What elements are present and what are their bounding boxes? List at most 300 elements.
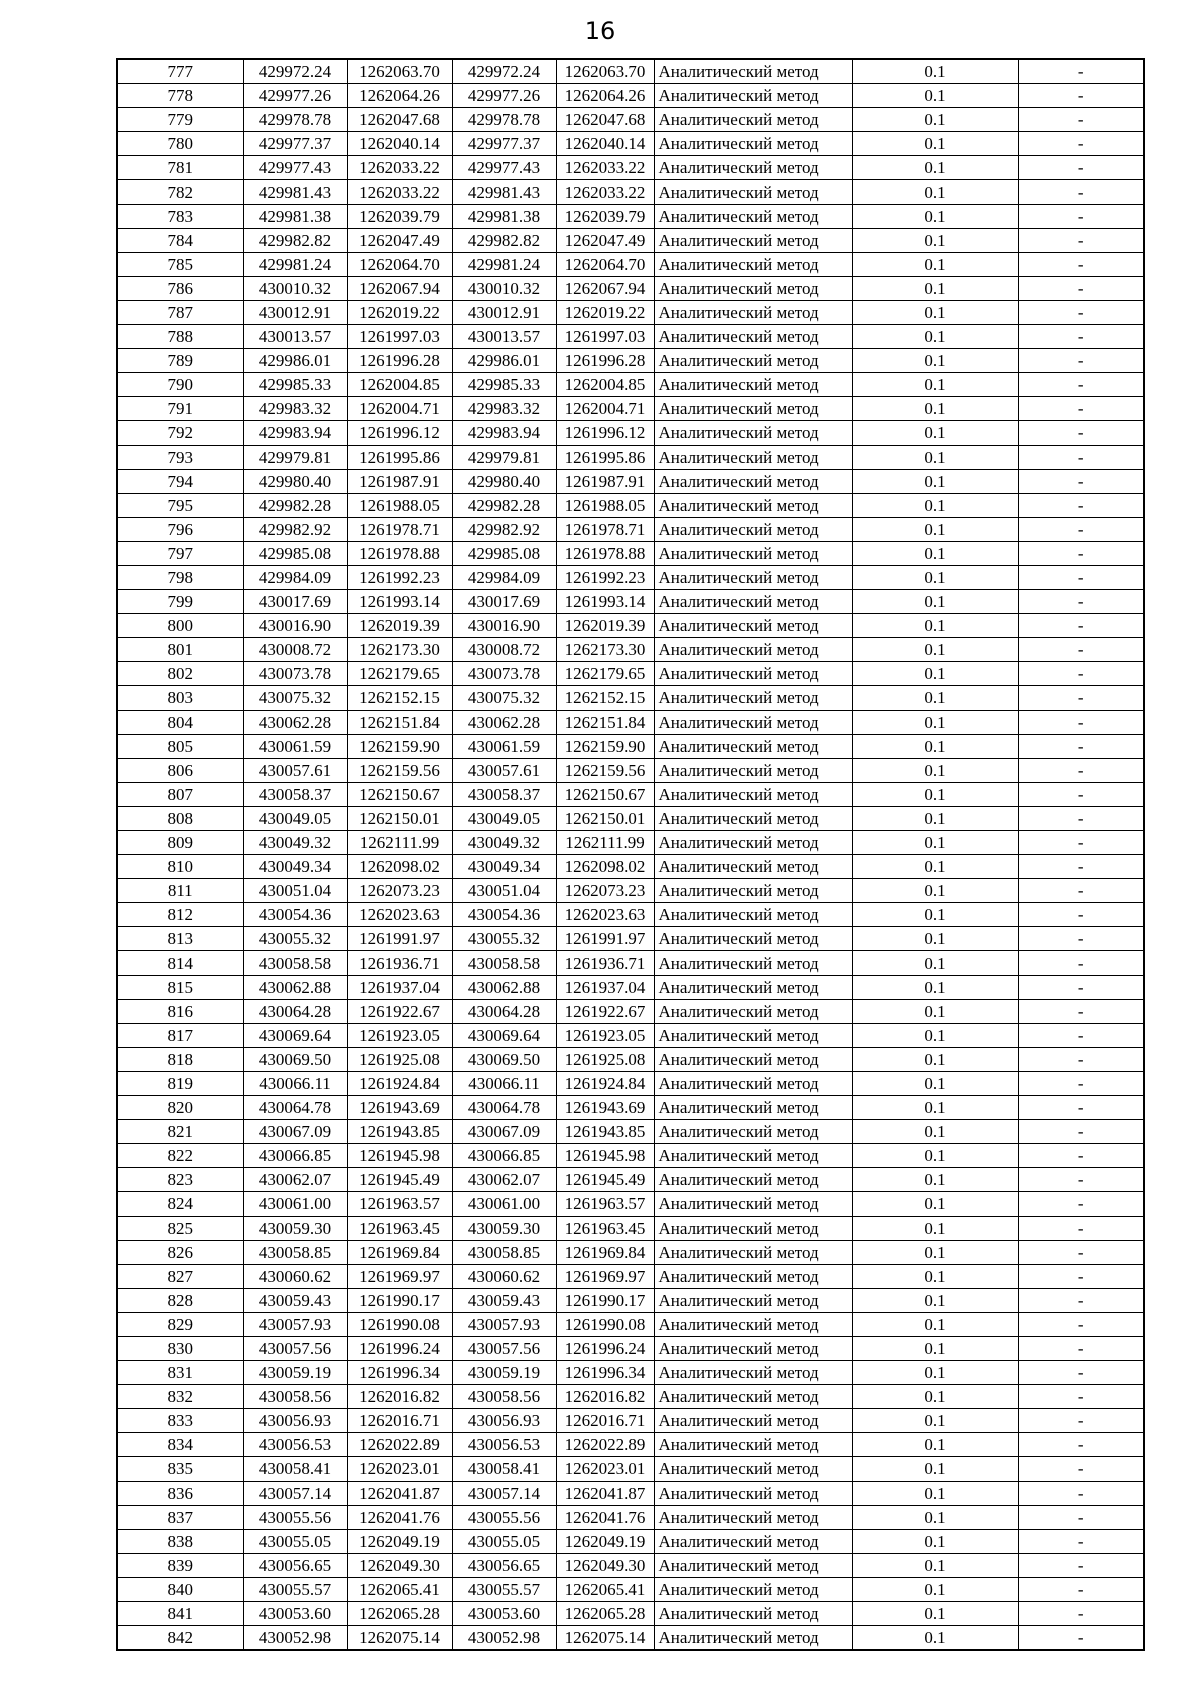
y-new-cell: 1262019.39 [556, 614, 654, 638]
y-existing-cell: 1262047.49 [347, 228, 452, 252]
x-new-cell: 430061.00 [452, 1192, 556, 1216]
y-existing-cell: 1262041.87 [347, 1481, 452, 1505]
x-existing-cell: 429983.94 [243, 421, 347, 445]
y-new-cell: 1261996.24 [556, 1336, 654, 1360]
method-cell: Аналитический метод [654, 1553, 852, 1577]
y-new-cell: 1262098.02 [556, 855, 654, 879]
y-new-cell: 1262022.89 [556, 1433, 654, 1457]
x-new-cell: 430012.91 [452, 300, 556, 324]
y-existing-cell: 1262179.65 [347, 662, 452, 686]
method-cell: Аналитический метод [654, 1071, 852, 1095]
y-existing-cell: 1261937.04 [347, 975, 452, 999]
point-number-cell: 801 [117, 638, 243, 662]
y-new-cell: 1261993.14 [556, 590, 654, 614]
point-number-cell: 811 [117, 879, 243, 903]
y-existing-cell: 1262073.23 [347, 879, 452, 903]
y-existing-cell: 1261991.97 [347, 927, 452, 951]
point-number-cell: 777 [117, 59, 243, 84]
extra-cell: - [1018, 638, 1144, 662]
point-number-cell: 791 [117, 397, 243, 421]
x-new-cell: 430059.43 [452, 1288, 556, 1312]
extra-cell: - [1018, 1457, 1144, 1481]
x-new-cell: 430061.59 [452, 734, 556, 758]
extra-cell: - [1018, 1336, 1144, 1360]
accuracy-cell: 0.1 [852, 445, 1018, 469]
table-row [117, 1602, 1144, 1626]
extra-cell: - [1018, 1553, 1144, 1577]
method-cell: Аналитический метод [654, 132, 852, 156]
method-cell: Аналитический метод [654, 1023, 852, 1047]
y-new-cell: 1262111.99 [556, 831, 654, 855]
accuracy-cell: 0.1 [852, 252, 1018, 276]
y-existing-cell: 1261996.34 [347, 1361, 452, 1385]
table-row [117, 349, 1144, 373]
accuracy-cell: 0.1 [852, 1312, 1018, 1336]
accuracy-cell: 0.1 [852, 1240, 1018, 1264]
y-existing-cell: 1261963.57 [347, 1192, 452, 1216]
y-new-cell: 1262040.14 [556, 132, 654, 156]
method-cell: Аналитический метод [654, 1240, 852, 1264]
method-cell: Аналитический метод [654, 1529, 852, 1553]
x-existing-cell: 430016.90 [243, 614, 347, 638]
point-number-cell: 820 [117, 1096, 243, 1120]
table-row [117, 541, 1144, 565]
point-number-cell: 787 [117, 300, 243, 324]
point-number-cell: 812 [117, 903, 243, 927]
method-cell: Аналитический метод [654, 1312, 852, 1336]
table-row [117, 325, 1144, 349]
accuracy-cell: 0.1 [852, 1096, 1018, 1120]
x-new-cell: 430060.62 [452, 1264, 556, 1288]
point-number-cell: 824 [117, 1192, 243, 1216]
method-cell: Аналитический метод [654, 975, 852, 999]
x-existing-cell: 429985.08 [243, 541, 347, 565]
x-existing-cell: 430058.58 [243, 951, 347, 975]
x-new-cell: 429983.94 [452, 421, 556, 445]
table-row [117, 132, 1144, 156]
y-new-cell: 1261922.67 [556, 999, 654, 1023]
method-cell: Аналитический метод [654, 1336, 852, 1360]
x-existing-cell: 430049.05 [243, 806, 347, 830]
y-existing-cell: 1261943.69 [347, 1096, 452, 1120]
y-new-cell: 1262016.71 [556, 1409, 654, 1433]
accuracy-cell: 0.1 [852, 1264, 1018, 1288]
x-existing-cell: 430064.78 [243, 1096, 347, 1120]
y-new-cell: 1261969.97 [556, 1264, 654, 1288]
accuracy-cell: 0.1 [852, 710, 1018, 734]
extra-cell: - [1018, 541, 1144, 565]
y-existing-cell: 1262173.30 [347, 638, 452, 662]
x-existing-cell: 430057.56 [243, 1336, 347, 1360]
accuracy-cell: 0.1 [852, 397, 1018, 421]
table-row [117, 1096, 1144, 1120]
extra-cell: - [1018, 493, 1144, 517]
y-new-cell: 1261945.98 [556, 1144, 654, 1168]
x-existing-cell: 430062.07 [243, 1168, 347, 1192]
extra-cell: - [1018, 855, 1144, 879]
x-new-cell: 430069.64 [452, 1023, 556, 1047]
accuracy-cell: 0.1 [852, 325, 1018, 349]
x-existing-cell: 430061.00 [243, 1192, 347, 1216]
method-cell: Аналитический метод [654, 493, 852, 517]
method-cell: Аналитический метод [654, 276, 852, 300]
y-new-cell: 1262041.76 [556, 1505, 654, 1529]
extra-cell: - [1018, 1240, 1144, 1264]
point-number-cell: 826 [117, 1240, 243, 1264]
accuracy-cell: 0.1 [852, 590, 1018, 614]
y-new-cell: 1262075.14 [556, 1626, 654, 1651]
extra-cell: - [1018, 204, 1144, 228]
x-new-cell: 430057.56 [452, 1336, 556, 1360]
accuracy-cell: 0.1 [852, 156, 1018, 180]
extra-cell: - [1018, 1529, 1144, 1553]
table-row [117, 1312, 1144, 1336]
extra-cell: - [1018, 1481, 1144, 1505]
accuracy-cell: 0.1 [852, 1577, 1018, 1601]
y-new-cell: 1262065.28 [556, 1602, 654, 1626]
point-number-cell: 795 [117, 493, 243, 517]
y-existing-cell: 1261990.08 [347, 1312, 452, 1336]
x-new-cell: 430059.19 [452, 1361, 556, 1385]
x-new-cell: 430008.72 [452, 638, 556, 662]
method-cell: Аналитический метод [654, 1192, 852, 1216]
point-number-cell: 806 [117, 758, 243, 782]
table-row [117, 108, 1144, 132]
y-existing-cell: 1261978.88 [347, 541, 452, 565]
x-new-cell: 429983.32 [452, 397, 556, 421]
y-new-cell: 1262073.23 [556, 879, 654, 903]
x-existing-cell: 430056.65 [243, 1553, 347, 1577]
method-cell: Аналитический метод [654, 686, 852, 710]
extra-cell: - [1018, 276, 1144, 300]
method-cell: Аналитический метод [654, 638, 852, 662]
y-new-cell: 1261936.71 [556, 951, 654, 975]
y-new-cell: 1262065.41 [556, 1577, 654, 1601]
point-number-cell: 837 [117, 1505, 243, 1529]
point-number-cell: 779 [117, 108, 243, 132]
table-row [117, 831, 1144, 855]
x-existing-cell: 430012.91 [243, 300, 347, 324]
point-number-cell: 786 [117, 276, 243, 300]
point-number-cell: 833 [117, 1409, 243, 1433]
accuracy-cell: 0.1 [852, 1385, 1018, 1409]
table-row [117, 806, 1144, 830]
x-new-cell: 430058.58 [452, 951, 556, 975]
point-number-cell: 799 [117, 590, 243, 614]
y-existing-cell: 1262065.41 [347, 1577, 452, 1601]
table-row [117, 1192, 1144, 1216]
y-existing-cell: 1262049.19 [347, 1529, 452, 1553]
method-cell: Аналитический метод [654, 1626, 852, 1651]
point-number-cell: 822 [117, 1144, 243, 1168]
x-existing-cell: 429980.40 [243, 469, 347, 493]
accuracy-cell: 0.1 [852, 84, 1018, 108]
extra-cell: - [1018, 831, 1144, 855]
x-existing-cell: 430058.37 [243, 782, 347, 806]
method-cell: Аналитический метод [654, 180, 852, 204]
table-row [117, 903, 1144, 927]
point-number-cell: 788 [117, 325, 243, 349]
point-number-cell: 796 [117, 517, 243, 541]
accuracy-cell: 0.1 [852, 758, 1018, 782]
table-row [117, 180, 1144, 204]
extra-cell: - [1018, 1264, 1144, 1288]
x-existing-cell: 429982.92 [243, 517, 347, 541]
extra-cell: - [1018, 421, 1144, 445]
table-row [117, 1577, 1144, 1601]
x-new-cell: 430056.65 [452, 1553, 556, 1577]
table-row [117, 782, 1144, 806]
extra-cell: - [1018, 1505, 1144, 1529]
accuracy-cell: 0.1 [852, 831, 1018, 855]
y-existing-cell: 1261923.05 [347, 1023, 452, 1047]
method-cell: Аналитический метод [654, 397, 852, 421]
table-row [117, 300, 1144, 324]
extra-cell: - [1018, 108, 1144, 132]
method-cell: Аналитический метод [654, 252, 852, 276]
y-new-cell: 1262047.49 [556, 228, 654, 252]
x-existing-cell: 429981.43 [243, 180, 347, 204]
y-existing-cell: 1262040.14 [347, 132, 452, 156]
x-new-cell: 430056.93 [452, 1409, 556, 1433]
y-new-cell: 1262063.70 [556, 59, 654, 84]
method-cell: Аналитический метод [654, 734, 852, 758]
method-cell: Аналитический метод [654, 927, 852, 951]
y-existing-cell: 1262019.39 [347, 614, 452, 638]
accuracy-cell: 0.1 [852, 1626, 1018, 1651]
extra-cell: - [1018, 903, 1144, 927]
point-number-cell: 818 [117, 1047, 243, 1071]
y-existing-cell: 1261925.08 [347, 1047, 452, 1071]
x-new-cell: 430058.37 [452, 782, 556, 806]
accuracy-cell: 0.1 [852, 1120, 1018, 1144]
y-new-cell: 1262019.22 [556, 300, 654, 324]
x-existing-cell: 429983.32 [243, 397, 347, 421]
method-cell: Аналитический метод [654, 421, 852, 445]
point-number-cell: 813 [117, 927, 243, 951]
accuracy-cell: 0.1 [852, 1216, 1018, 1240]
x-new-cell: 430049.05 [452, 806, 556, 830]
extra-cell: - [1018, 1120, 1144, 1144]
extra-cell: - [1018, 734, 1144, 758]
accuracy-cell: 0.1 [852, 1481, 1018, 1505]
table-row [117, 1481, 1144, 1505]
y-existing-cell: 1262033.22 [347, 180, 452, 204]
y-new-cell: 1261969.84 [556, 1240, 654, 1264]
table-row [117, 469, 1144, 493]
extra-cell: - [1018, 1071, 1144, 1095]
x-new-cell: 429985.08 [452, 541, 556, 565]
table-row [117, 638, 1144, 662]
y-existing-cell: 1261943.85 [347, 1120, 452, 1144]
accuracy-cell: 0.1 [852, 108, 1018, 132]
extra-cell: - [1018, 373, 1144, 397]
table-row [117, 1023, 1144, 1047]
y-existing-cell: 1262064.26 [347, 84, 452, 108]
extra-cell: - [1018, 180, 1144, 204]
y-new-cell: 1262041.87 [556, 1481, 654, 1505]
method-cell: Аналитический метод [654, 565, 852, 589]
accuracy-cell: 0.1 [852, 1144, 1018, 1168]
point-number-cell: 793 [117, 445, 243, 469]
x-new-cell: 430073.78 [452, 662, 556, 686]
x-existing-cell: 430055.05 [243, 1529, 347, 1553]
x-new-cell: 430013.57 [452, 325, 556, 349]
accuracy-cell: 0.1 [852, 1047, 1018, 1071]
accuracy-cell: 0.1 [852, 686, 1018, 710]
x-existing-cell: 429978.78 [243, 108, 347, 132]
extra-cell: - [1018, 999, 1144, 1023]
y-new-cell: 1261996.28 [556, 349, 654, 373]
accuracy-cell: 0.1 [852, 517, 1018, 541]
accuracy-cell: 0.1 [852, 1071, 1018, 1095]
x-existing-cell: 430017.69 [243, 590, 347, 614]
y-new-cell: 1261937.04 [556, 975, 654, 999]
y-existing-cell: 1261992.23 [347, 565, 452, 589]
point-number-cell: 805 [117, 734, 243, 758]
x-new-cell: 430066.11 [452, 1071, 556, 1095]
x-new-cell: 430058.85 [452, 1240, 556, 1264]
y-existing-cell: 1262022.89 [347, 1433, 452, 1457]
table-row [117, 1529, 1144, 1553]
method-cell: Аналитический метод [654, 710, 852, 734]
coordinates-table [116, 58, 1145, 1651]
method-cell: Аналитический метод [654, 782, 852, 806]
extra-cell: - [1018, 1626, 1144, 1651]
y-existing-cell: 1262111.99 [347, 831, 452, 855]
y-new-cell: 1261987.91 [556, 469, 654, 493]
table-row [117, 662, 1144, 686]
table-row [117, 1240, 1144, 1264]
y-existing-cell: 1262004.85 [347, 373, 452, 397]
y-existing-cell: 1262075.14 [347, 1626, 452, 1651]
x-existing-cell: 430055.57 [243, 1577, 347, 1601]
accuracy-cell: 0.1 [852, 204, 1018, 228]
y-existing-cell: 1261995.86 [347, 445, 452, 469]
point-number-cell: 809 [117, 831, 243, 855]
point-number-cell: 835 [117, 1457, 243, 1481]
table-row [117, 276, 1144, 300]
extra-cell: - [1018, 1312, 1144, 1336]
table-row [117, 1336, 1144, 1360]
accuracy-cell: 0.1 [852, 1457, 1018, 1481]
point-number-cell: 798 [117, 565, 243, 589]
y-new-cell: 1261924.84 [556, 1071, 654, 1095]
method-cell: Аналитический метод [654, 831, 852, 855]
x-existing-cell: 430057.93 [243, 1312, 347, 1336]
table-row [117, 999, 1144, 1023]
y-existing-cell: 1262152.15 [347, 686, 452, 710]
method-cell: Аналитический метод [654, 59, 852, 84]
table-row [117, 590, 1144, 614]
method-cell: Аналитический метод [654, 614, 852, 638]
table-row [117, 1457, 1144, 1481]
extra-cell: - [1018, 1192, 1144, 1216]
method-cell: Аналитический метод [654, 349, 852, 373]
method-cell: Аналитический метод [654, 903, 852, 927]
point-number-cell: 797 [117, 541, 243, 565]
x-new-cell: 430057.61 [452, 758, 556, 782]
point-number-cell: 840 [117, 1577, 243, 1601]
y-new-cell: 1262159.56 [556, 758, 654, 782]
x-existing-cell: 429977.43 [243, 156, 347, 180]
method-cell: Аналитический метод [654, 662, 852, 686]
method-cell: Аналитический метод [654, 1216, 852, 1240]
x-new-cell: 430059.30 [452, 1216, 556, 1240]
extra-cell: - [1018, 1433, 1144, 1457]
x-existing-cell: 430061.59 [243, 734, 347, 758]
accuracy-cell: 0.1 [852, 1288, 1018, 1312]
y-new-cell: 1261990.08 [556, 1312, 654, 1336]
accuracy-cell: 0.1 [852, 469, 1018, 493]
table-row [117, 855, 1144, 879]
table-row [117, 1144, 1144, 1168]
extra-cell: - [1018, 1023, 1144, 1047]
y-existing-cell: 1261996.24 [347, 1336, 452, 1360]
y-new-cell: 1261945.49 [556, 1168, 654, 1192]
point-number-cell: 817 [117, 1023, 243, 1047]
method-cell: Аналитический метод [654, 1577, 852, 1601]
extra-cell: - [1018, 469, 1144, 493]
extra-cell: - [1018, 806, 1144, 830]
extra-cell: - [1018, 517, 1144, 541]
table-row [117, 1288, 1144, 1312]
x-new-cell: 429984.09 [452, 565, 556, 589]
x-existing-cell: 430073.78 [243, 662, 347, 686]
method-cell: Аналитический метод [654, 1361, 852, 1385]
x-new-cell: 429979.81 [452, 445, 556, 469]
x-existing-cell: 430058.85 [243, 1240, 347, 1264]
point-number-cell: 780 [117, 132, 243, 156]
table-row [117, 493, 1144, 517]
x-existing-cell: 430059.19 [243, 1361, 347, 1385]
accuracy-cell: 0.1 [852, 975, 1018, 999]
x-existing-cell: 429981.24 [243, 252, 347, 276]
method-cell: Аналитический метод [654, 1433, 852, 1457]
extra-cell: - [1018, 1288, 1144, 1312]
x-new-cell: 430058.56 [452, 1385, 556, 1409]
x-existing-cell: 430054.36 [243, 903, 347, 927]
x-existing-cell: 429981.38 [243, 204, 347, 228]
table-row [117, 951, 1144, 975]
accuracy-cell: 0.1 [852, 1023, 1018, 1047]
x-existing-cell: 429982.82 [243, 228, 347, 252]
x-new-cell: 430064.78 [452, 1096, 556, 1120]
point-number-cell: 828 [117, 1288, 243, 1312]
y-existing-cell: 1261997.03 [347, 325, 452, 349]
method-cell: Аналитический метод [654, 373, 852, 397]
table-row [117, 1264, 1144, 1288]
method-cell: Аналитический метод [654, 108, 852, 132]
method-cell: Аналитический метод [654, 590, 852, 614]
x-existing-cell: 430075.32 [243, 686, 347, 710]
method-cell: Аналитический метод [654, 228, 852, 252]
y-existing-cell: 1262151.84 [347, 710, 452, 734]
point-number-cell: 778 [117, 84, 243, 108]
method-cell: Аналитический метод [654, 758, 852, 782]
extra-cell: - [1018, 710, 1144, 734]
x-existing-cell: 430059.43 [243, 1288, 347, 1312]
y-new-cell: 1262173.30 [556, 638, 654, 662]
point-number-cell: 810 [117, 855, 243, 879]
extra-cell: - [1018, 252, 1144, 276]
y-new-cell: 1261978.71 [556, 517, 654, 541]
point-number-cell: 827 [117, 1264, 243, 1288]
x-new-cell: 430064.28 [452, 999, 556, 1023]
accuracy-cell: 0.1 [852, 662, 1018, 686]
x-existing-cell: 430057.14 [243, 1481, 347, 1505]
y-existing-cell: 1262159.90 [347, 734, 452, 758]
